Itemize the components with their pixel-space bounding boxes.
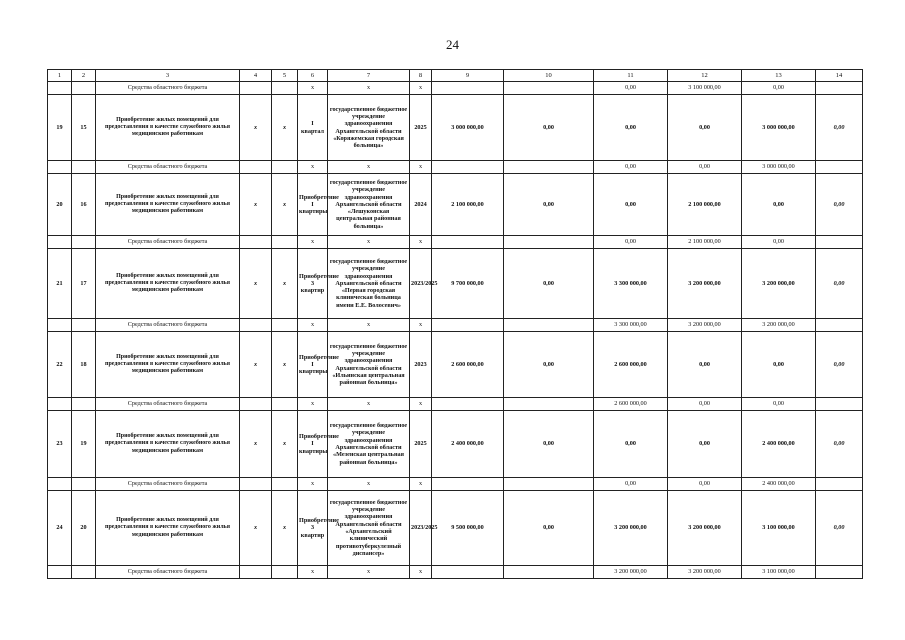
cell: х — [298, 236, 328, 249]
cell — [272, 319, 298, 332]
cell: 0,00 — [594, 161, 668, 174]
cell: 3 000 000,00 — [742, 161, 816, 174]
cell: х — [298, 398, 328, 411]
cell: 3 300 000,00 — [594, 319, 668, 332]
cell: х — [298, 82, 328, 95]
cell: 0,00 — [668, 398, 742, 411]
row-number: 22 — [48, 332, 72, 398]
cell: х — [298, 566, 328, 579]
cell: х — [298, 319, 328, 332]
cell: х — [328, 398, 410, 411]
entry-row — [48, 174, 863, 236]
amount-cell: 3 200 000,00 — [668, 249, 742, 319]
cell: 0,00 — [668, 478, 742, 491]
entry-row — [48, 249, 863, 319]
cell — [240, 82, 272, 95]
cell: х — [240, 249, 272, 319]
header-cell: 13 — [742, 70, 816, 82]
amount-cell: 0,00 — [816, 491, 863, 566]
cell — [272, 236, 298, 249]
cell — [272, 478, 298, 491]
cell — [432, 82, 504, 95]
cell — [48, 478, 72, 491]
item-number: 17 — [72, 249, 96, 319]
cell — [432, 236, 504, 249]
cell: х — [328, 161, 410, 174]
header-cell: 6 — [298, 70, 328, 82]
amount-cell: 3 200 000,00 — [742, 249, 816, 319]
cell — [48, 236, 72, 249]
cell — [816, 82, 863, 95]
cell — [816, 161, 863, 174]
cell — [816, 566, 863, 579]
cell — [240, 161, 272, 174]
cell: 0,00 — [742, 82, 816, 95]
amount-cell: 0,00 — [594, 174, 668, 236]
entry-row — [48, 95, 863, 161]
entry-row — [48, 491, 863, 566]
cell: 3 100 000,00 — [668, 82, 742, 95]
amount-cell: 0,00 — [816, 174, 863, 236]
cell: х — [410, 566, 432, 579]
institution-cell: государственное бюджетное учреждение здравоохранения Архангельской области «Мезенская центральная районная больница» — [328, 411, 410, 478]
item-number: 20 — [72, 491, 96, 566]
cell: х — [272, 411, 298, 478]
amount-cell: 0,00 — [504, 411, 594, 478]
amount-cell: 3 100 000,00 — [742, 491, 816, 566]
cell: 3 100 000,00 — [742, 566, 816, 579]
amount-cell: 0,00 — [816, 95, 863, 161]
cell: х — [272, 491, 298, 566]
source-row — [48, 82, 863, 95]
cell — [72, 82, 96, 95]
cell: 2 400 000,00 — [742, 478, 816, 491]
amount-cell: 0,00 — [668, 95, 742, 161]
year-cell: 2024 — [410, 174, 432, 236]
item-number: 16 — [72, 174, 96, 236]
amount-cell: 3 200 000,00 — [594, 491, 668, 566]
stage-cell: Приобретение 3 квартир — [298, 491, 328, 566]
cell — [432, 319, 504, 332]
year-cell: 2025 — [410, 411, 432, 478]
cell — [816, 478, 863, 491]
cell: 2 600 000,00 — [594, 398, 668, 411]
row-number: 20 — [48, 174, 72, 236]
cell: х — [328, 319, 410, 332]
cell — [432, 398, 504, 411]
cell — [240, 566, 272, 579]
amount-cell: 0,00 — [504, 491, 594, 566]
amount-cell: 3 000 000,00 — [432, 95, 504, 161]
source-row — [48, 478, 863, 491]
cell: х — [240, 174, 272, 236]
institution-cell: государственное бюджетное учреждение здравоохранения Архангельской области «Архангельский клинический противотуберкулезный диспансер» — [328, 491, 410, 566]
cell: х — [272, 332, 298, 398]
cell — [816, 319, 863, 332]
header-cell: 3 — [96, 70, 240, 82]
header-cell: 4 — [240, 70, 272, 82]
year-cell: 2025 — [410, 95, 432, 161]
amount-cell: 2 600 000,00 — [594, 332, 668, 398]
cell — [240, 398, 272, 411]
amount-cell: 9 500 000,00 — [432, 491, 504, 566]
cell: 0,00 — [742, 398, 816, 411]
cell — [504, 398, 594, 411]
amount-cell: 0,00 — [594, 411, 668, 478]
cell — [504, 161, 594, 174]
item-number: 15 — [72, 95, 96, 161]
stage-cell: Приобретение I квартиры — [298, 332, 328, 398]
cell — [72, 566, 96, 579]
cell — [48, 319, 72, 332]
item-name: Приобретение жилых помещений для предоставления в качестве служебного жилья медицинским работникам — [96, 332, 240, 398]
header-cell: 9 — [432, 70, 504, 82]
cell: х — [298, 161, 328, 174]
cell: 3 200 000,00 — [742, 319, 816, 332]
stage-cell: Приобретение 3 квартир — [298, 249, 328, 319]
cell: х — [328, 566, 410, 579]
header-cell: 5 — [272, 70, 298, 82]
cell — [240, 236, 272, 249]
page-number: 24 — [446, 37, 459, 52]
amount-cell: 0,00 — [742, 332, 816, 398]
cell — [240, 319, 272, 332]
amount-cell: 0,00 — [742, 174, 816, 236]
cell — [432, 478, 504, 491]
item-name: Приобретение жилых помещений для предоставления в качестве служебного жилья медицинским работникам — [96, 491, 240, 566]
amount-cell: 3 300 000,00 — [594, 249, 668, 319]
cell — [72, 236, 96, 249]
cell: 0,00 — [594, 82, 668, 95]
cell — [272, 161, 298, 174]
cell — [48, 398, 72, 411]
header-cell: 10 — [504, 70, 594, 82]
stage-cell: I квартал — [298, 95, 328, 161]
source-label: Средства областного бюджета — [96, 161, 240, 174]
entry-row — [48, 332, 863, 398]
cell: х — [272, 174, 298, 236]
amount-cell: 0,00 — [668, 411, 742, 478]
header-row — [48, 70, 863, 82]
cell: х — [272, 249, 298, 319]
cell: х — [328, 478, 410, 491]
cell — [504, 236, 594, 249]
cell: 3 200 000,00 — [594, 566, 668, 579]
row-number: 23 — [48, 411, 72, 478]
cell — [240, 478, 272, 491]
cell — [272, 566, 298, 579]
cell: х — [410, 319, 432, 332]
row-number: 24 — [48, 491, 72, 566]
cell: х — [240, 491, 272, 566]
amount-cell: 9 700 000,00 — [432, 249, 504, 319]
cell — [504, 478, 594, 491]
item-name: Приобретение жилых помещений для предоставления в качестве служебного жилья медицинским работникам — [96, 174, 240, 236]
amount-cell: 0,00 — [504, 95, 594, 161]
amount-cell: 2 400 000,00 — [742, 411, 816, 478]
cell — [816, 236, 863, 249]
amount-cell: 0,00 — [668, 332, 742, 398]
header-cell: 14 — [816, 70, 863, 82]
header-cell: 11 — [594, 70, 668, 82]
item-number: 19 — [72, 411, 96, 478]
institution-cell: государственное бюджетное учреждение здравоохранения Архангельской области «Первая городская клиническая больница имени Е.Е. Волосевич» — [328, 249, 410, 319]
cell: х — [328, 82, 410, 95]
cell — [48, 566, 72, 579]
source-label: Средства областного бюджета — [96, 566, 240, 579]
cell — [504, 82, 594, 95]
cell — [72, 398, 96, 411]
institution-cell: государственное бюджетное учреждение здравоохранения Архангельской области «Лешуконская центральная районная больница» — [328, 174, 410, 236]
cell — [816, 398, 863, 411]
source-label: Средства областного бюджета — [96, 398, 240, 411]
amount-cell: 0,00 — [504, 249, 594, 319]
cell — [72, 319, 96, 332]
amount-cell: 2 400 000,00 — [432, 411, 504, 478]
cell: х — [410, 398, 432, 411]
cell: 0,00 — [742, 236, 816, 249]
source-row — [48, 236, 863, 249]
cell: 3 200 000,00 — [668, 566, 742, 579]
header-cell: 7 — [328, 70, 410, 82]
header-cell: 1 — [48, 70, 72, 82]
cell: 3 200 000,00 — [668, 319, 742, 332]
year-cell: 2023/2025 — [410, 249, 432, 319]
cell: х — [410, 161, 432, 174]
budget-table — [47, 69, 863, 579]
item-name: Приобретение жилых помещений для предоставления в качестве служебного жилья медицинским работникам — [96, 411, 240, 478]
header-cell: 12 — [668, 70, 742, 82]
item-name: Приобретение жилых помещений для предоставления в качестве служебного жилья медицинским работникам — [96, 249, 240, 319]
amount-cell: 0,00 — [504, 174, 594, 236]
header-cell: 2 — [72, 70, 96, 82]
cell: х — [328, 236, 410, 249]
cell: х — [298, 478, 328, 491]
source-label: Средства областного бюджета — [96, 478, 240, 491]
source-label: Средства областного бюджета — [96, 82, 240, 95]
cell — [48, 82, 72, 95]
amount-cell: 2 100 000,00 — [668, 174, 742, 236]
cell: х — [410, 478, 432, 491]
cell — [272, 398, 298, 411]
stage-cell: Приобретение I квартиры — [298, 411, 328, 478]
row-number: 21 — [48, 249, 72, 319]
amount-cell: 0,00 — [816, 332, 863, 398]
item-name: Приобретение жилых помещений для предоставления в качестве служебного жилья медицинским работникам — [96, 95, 240, 161]
row-number: 19 — [48, 95, 72, 161]
item-number: 18 — [72, 332, 96, 398]
amount-cell: 2 600 000,00 — [432, 332, 504, 398]
amount-cell: 0,00 — [504, 332, 594, 398]
cell: х — [272, 95, 298, 161]
cell: 2 100 000,00 — [668, 236, 742, 249]
entry-row — [48, 411, 863, 478]
cell: х — [410, 236, 432, 249]
cell — [72, 478, 96, 491]
source-row — [48, 398, 863, 411]
cell — [432, 161, 504, 174]
amount-cell: 0,00 — [594, 95, 668, 161]
amount-cell: 2 100 000,00 — [432, 174, 504, 236]
amount-cell: 0,00 — [816, 411, 863, 478]
source-row — [48, 161, 863, 174]
cell — [48, 161, 72, 174]
cell — [72, 161, 96, 174]
cell: 0,00 — [594, 236, 668, 249]
cell: 0,00 — [594, 478, 668, 491]
cell — [272, 82, 298, 95]
source-label: Средства областного бюджета — [96, 319, 240, 332]
year-cell: 2023 — [410, 332, 432, 398]
cell: х — [240, 95, 272, 161]
amount-cell: 3 200 000,00 — [668, 491, 742, 566]
cell — [432, 566, 504, 579]
cell — [504, 566, 594, 579]
amount-cell: 3 000 000,00 — [742, 95, 816, 161]
source-row — [48, 566, 863, 579]
header-cell: 8 — [410, 70, 432, 82]
source-row — [48, 319, 863, 332]
cell: х — [240, 411, 272, 478]
cell: х — [240, 332, 272, 398]
stage-cell: Приобретение I квартиры — [298, 174, 328, 236]
institution-cell: государственное бюджетное учреждение здравоохранения Архангельской области «Ильинская центральная районная больница» — [328, 332, 410, 398]
cell: х — [410, 82, 432, 95]
amount-cell: 0,00 — [816, 249, 863, 319]
year-cell: 2023/2025 — [410, 491, 432, 566]
cell — [504, 319, 594, 332]
source-label: Средства областного бюджета — [96, 236, 240, 249]
cell: 0,00 — [668, 161, 742, 174]
institution-cell: государственное бюджетное учреждение здравоохранения Архангельской области «Коряжемская городская больница» — [328, 95, 410, 161]
